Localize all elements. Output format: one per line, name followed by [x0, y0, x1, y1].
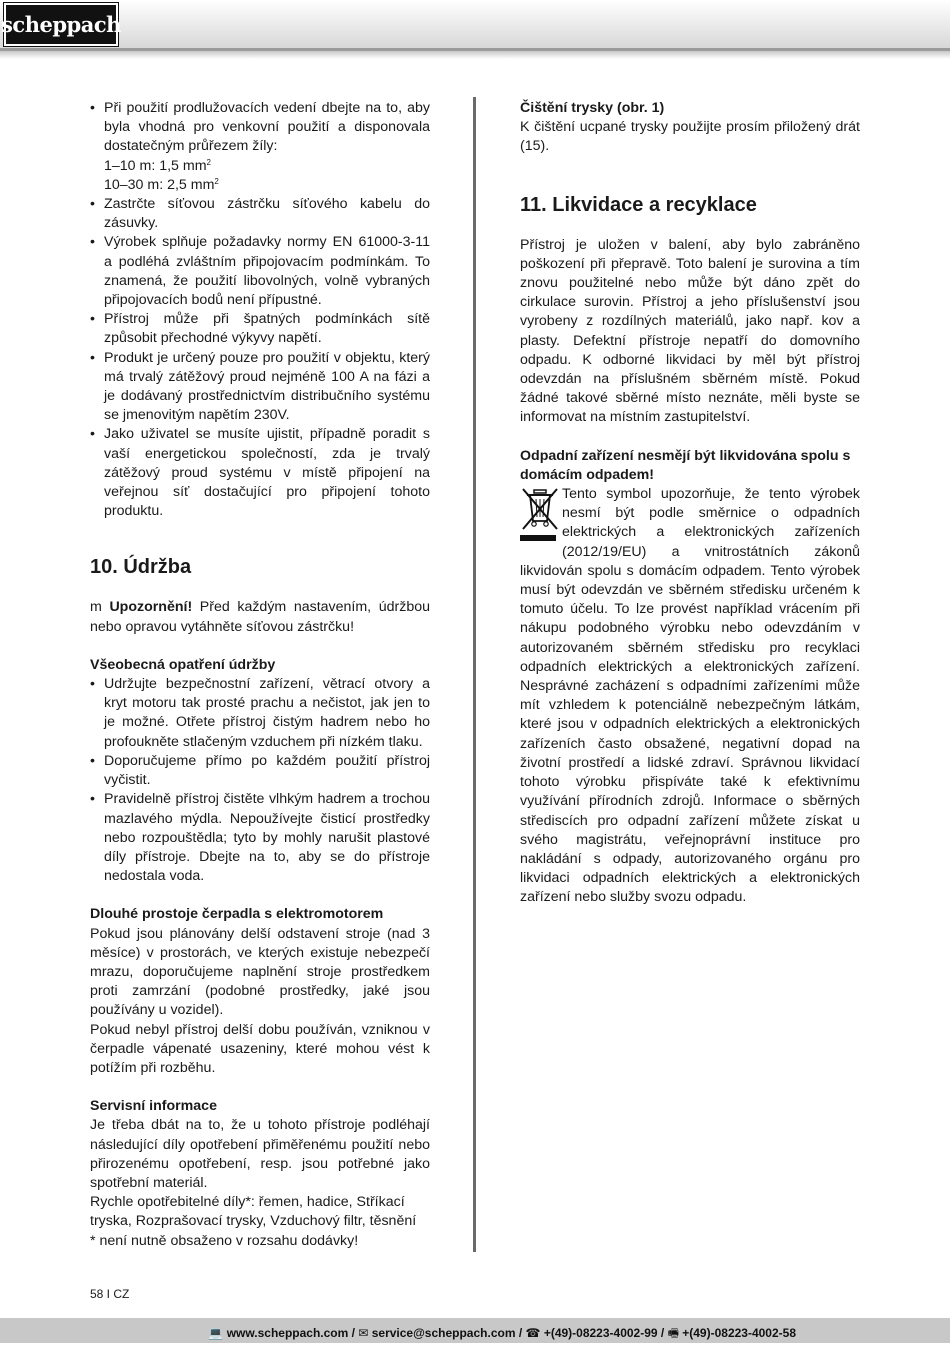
- heading-service-info: Servisní informace: [90, 1098, 217, 1115]
- idle-paragraph-2: Pokud nebyl přístroj delší dobu používán, vzniknou v čerpadle vápenaté usazeniny, které mohou vést k potížím při rozběhu.: [90, 1021, 430, 1076]
- separator: /: [515, 1326, 526, 1340]
- computer-icon: 💻: [208, 1326, 224, 1340]
- page-header: [0, 0, 950, 50]
- crossed-bin-icon: [520, 485, 560, 545]
- brand-logo: scheppach: [4, 3, 118, 46]
- heading-nozzle-cleaning: Čištění trysky (obr. 1): [520, 100, 665, 116]
- header-shadow: [0, 51, 950, 59]
- email-link[interactable]: service@scheppach.com: [371, 1326, 516, 1340]
- list-item: • Pravidelně přístroj čistěte vlhkým hadrem a trochou mazlavého mýdla. Nepoužívejte čisticí prostředky nebo rozpouštědla; tyto by mohly narušit plastové díly přístroje. Dbejte na to, aby se do přístroje nedostala voda.: [90, 790, 430, 886]
- list-item: • Zastrčte síťovou zástrčku síťového kabelu do zásuvky.: [90, 195, 430, 233]
- connection-list: [90, 99, 430, 521]
- superscript: 2: [214, 176, 219, 186]
- separator: /: [348, 1326, 359, 1340]
- service-paragraph-1: Je třeba dbát na to, že u tohoto přístroje podléhají následující díly opotřebení přiměřenému použití nebo přirozenému opotřebení, resp. jsou potřebné jako spotřební materiál.: [90, 1117, 430, 1191]
- list-item: [90, 99, 430, 195]
- heading-idle-pump: Dlouhé prostoje čerpadla s elektromotorem: [90, 906, 384, 923]
- heading-maintenance: 10. Údržba: [90, 556, 192, 579]
- superscript: 2: [206, 157, 211, 167]
- heading-general-maintenance: Všeobecná opatření údržby: [90, 656, 276, 673]
- warning-label: Upozornění!: [109, 599, 193, 616]
- heading-disposal: 11. Likvidace a recyklace: [520, 193, 757, 216]
- nozzle-paragraph: K čištění ucpané trysky použijte prosím přiložený drát (15).: [520, 119, 860, 155]
- fax-number: +(49)-08223-4002-58: [682, 1326, 796, 1340]
- column-divider: [473, 97, 476, 1252]
- service-paragraph-2: Rychle opotřebitelné díly*: řemen, hadice, Stříkací tryska, Rozprašovací trysky, Vzduchový filtr, těsnění: [90, 1194, 417, 1230]
- footer-contacts: [208, 1324, 796, 1345]
- warning-icon: m: [90, 599, 102, 616]
- list-item: • Přístroj může při špatných podmínkách sítě způsobit přechodné výkyvy napětí.: [90, 310, 430, 348]
- heading-weee: Odpadní zařízení nesmějí být likvidována spolu s domácím odpadem!: [520, 447, 851, 483]
- list-item: • Udržujte bezpečnostní zařízení, větrací otvory a kryt motoru tak prosté prachu a nečistot, jak jen to je možné. Otřete přístroj čistým hadrem nebo ho profoukněte stlačeným vzduchem při nízkém tlaku.: [90, 675, 430, 752]
- cable-spec-1: 1–10 m: 1,5 mm: [104, 157, 207, 174]
- phone-icon: ☎: [525, 1326, 541, 1340]
- phone-number: +(49)-08223-4002-99: [543, 1326, 658, 1340]
- separator: /: [657, 1326, 668, 1340]
- left-column: [90, 99, 430, 1251]
- website-link[interactable]: www.scheppach.com: [226, 1326, 349, 1340]
- weee-paragraph: Tento symbol upozorňuje, že tento výrobek nesmí být podle směrnice o odpadních elektrických a elektronických zařízeních (2012/19/EU) a vnitrostátních zákonů likvidován spolu s domácím odpadem. Tento výrobek musí být odevzdán ve sběrném středisku určeném k tomuto účelu. To lze provést například vrácením při nákupu podobného výrobku nebo odevzdáním v autorizovaném sběrném středisku pro recyklaci odpadních elektrických a elektronických zařízení. Nesprávné zacházení s odpadními zařízeními může mít vzhledem k potenciálně nebezpečným látkám, které jsou v odpadních elektrických a elektronických zařízeních často obsažené, negativní dopad na životní prostředí a lidské zdraví. Správnou likvidací tohoto výrobku přispíváte také k efektivnímu využívání přírodních zdrojů. Informace o sběrných střediscích pro odpadní zařízení můžete získat u svého magistrátu, veřejnoprávní instituce pro nakládání s odpady, autorizovaného orgánu pro likvidaci odpadních elektrických a elektronických zařízení nebo služby svozu odpadu.: [520, 486, 860, 906]
- right-column: [520, 99, 860, 908]
- warning-paragraph: [90, 598, 430, 636]
- list-item: • Jako uživatel se musíte ujistit, případně poradit s vaší energetickou společností, zda je trvalý zátěžový proud systému v místě připojení na veřejnou síť dostačující pro připojení tohoto produktu.: [90, 425, 430, 521]
- list-item: • Výrobek splňuje požadavky normy EN 61000-3-11 a podléhá zvláštním připojovacím podmínkám. To znamená, že použití libovolných, volně vybraných připojovacích bodů není přípustné.: [90, 233, 430, 310]
- weee-block: [520, 485, 860, 907]
- page-number: 58 I CZ: [90, 1287, 130, 1301]
- list-item: • Doporučujeme přímo po každém použití přístroj vyčistit.: [90, 752, 430, 790]
- service-paragraph-3: * není nutně obsaženo v rozsahu dodávky!: [90, 1232, 359, 1249]
- maintenance-list: [90, 675, 430, 886]
- cable-spec-2: 10–30 m: 2,5 mm: [104, 176, 215, 193]
- list-item: • Produkt je určený pouze pro použití v objektu, který má trvalý zátěžový proud nejméně 100 A na fázi a je dodávaný prostřednictvím distribučního systému se jmenovitým napětím 230V.: [90, 349, 430, 426]
- idle-paragraph-1: Pokud jsou plánovány delší odstavení stroje (nad 3 měsíce) v prostorách, ve kterých existuje nebezpečí mrazu, doporučujeme naplnění stroje prostředkem proti zamrzání (podobné prostředky, jaké jsou používány u vozidel).: [90, 925, 430, 1019]
- page-footer: [0, 1318, 950, 1343]
- mail-icon: ✉: [358, 1326, 369, 1340]
- fax-icon: 🖷: [667, 1326, 679, 1340]
- disposal-paragraph: Přístroj je uložen v balení, aby bylo zabráněno poškození při přepravě. Toto balení je surovina a tím znovu použitelné nebo může být dáno zpět do cirkulace surovin. Přístroj a jeho příslušenství jsou vyrobeny z rozdílných materiálů, jako např. kov a plasty. Defektní přístroje nepatří do domovního odpadu. K odborné likvidaci by měl být přístroj odevzdán na příslušném sběrném místě. Pokud žádné takové sběrné místo neznáte, měli byste se informovat na místním zastupitelství.: [520, 236, 860, 426]
- list-item-text: Při použití prodlužovacích vedení dbejte na to, aby byla vhodná pro venkovní použití a disponovala dostatečným průřezem žíly:: [104, 100, 430, 155]
- warning-text: Před každým nastavením, údržbou nebo opravou vytáhněte síťovou zástrčku!: [90, 599, 430, 635]
